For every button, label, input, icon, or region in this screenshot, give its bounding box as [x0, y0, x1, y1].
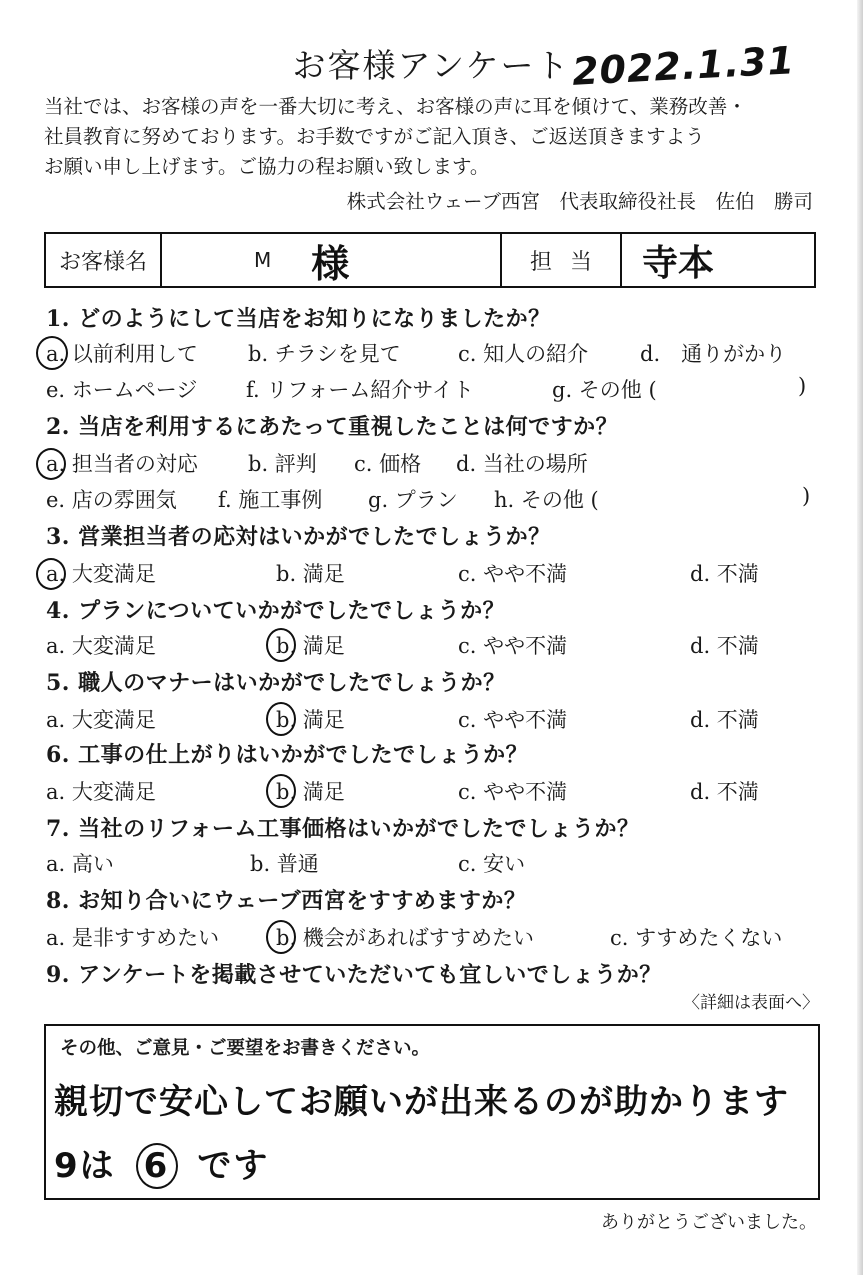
q1-option-b[interactable]: b. チラシを見て: [248, 342, 401, 366]
question-7: 7. 当社のリフォーム工事価格はいかがでしたでしょうか？: [46, 816, 640, 842]
intro-line: 当社では、お客様の声を一番大切に考え、お客様の声に耳を傾けて、業務改善・: [44, 95, 747, 118]
q2-option-b[interactable]: b. 評判: [248, 452, 317, 476]
q1-option-e[interactable]: e. ホームページ: [46, 378, 198, 402]
q5-option-a[interactable]: a. 大変満足: [46, 708, 156, 732]
q3-option-d[interactable]: d. 不満: [690, 562, 759, 586]
comment-q9-suffix: です: [197, 1146, 270, 1186]
intro-text: [44, 92, 834, 182]
comments-prompt: その他、ご意見・ご要望をお書きください。: [60, 1038, 431, 1059]
q1-option-c[interactable]: c. 知人の紹介: [458, 342, 589, 366]
q8-option-a[interactable]: a. 是非すすめたい: [46, 926, 220, 950]
q6-option-b[interactable]: b. 満足: [276, 780, 345, 804]
q6-option-d[interactable]: d. 不満: [690, 780, 759, 804]
customer-initial: M: [254, 248, 272, 272]
question-3: 3. 営業担当者の応対はいかがでしたでしょうか？: [46, 524, 551, 550]
question-1: 1. どのようにして当店をお知りになりましたか？: [46, 306, 551, 332]
q1-option-g[interactable]: g. その他 (: [552, 378, 657, 402]
handwritten-comment-line-1: 親切で安心してお願いが出来るのが助かります: [54, 1082, 789, 1122]
company-signature: 株式会社ウェーブ西宮 代表取締役社長 佐伯 勝司: [346, 190, 813, 213]
question-9: 9. アンケートを掲載させていただいても宜しいでしょうか？: [46, 962, 662, 988]
q4-option-c[interactable]: c. やや不満: [458, 634, 568, 658]
q7-option-b[interactable]: b. 普通: [250, 852, 319, 876]
q1-selected-circle: [36, 336, 68, 370]
question-2: 2. 当店を利用するにあたって重視したことは何ですか？: [46, 414, 619, 440]
page-title: お客様アンケート: [292, 46, 571, 85]
q8-option-b[interactable]: b. 機会があればすすめたい: [276, 926, 535, 950]
q4-option-b[interactable]: b. 満足: [276, 634, 345, 658]
detail-note: 〈詳細は表面へ〉: [683, 993, 819, 1013]
q6-option-c[interactable]: c. やや不満: [458, 780, 568, 804]
q2-other-close-paren: ): [802, 484, 811, 508]
comments-box[interactable]: [44, 1024, 820, 1200]
q5-option-c[interactable]: c. やや不満: [458, 708, 568, 732]
q1-option-f[interactable]: f. リフォーム紹介サイト: [246, 378, 474, 402]
q3-option-a[interactable]: a. 大変満足: [46, 562, 156, 586]
q3-selected-circle: [36, 558, 66, 590]
comment-q9-prefix: 9は: [54, 1146, 116, 1186]
q8-option-c[interactable]: c. すすめたくない: [610, 926, 783, 950]
q4-option-a[interactable]: a. 大変満足: [46, 634, 156, 658]
handwritten-date: 2022.1.31: [571, 38, 796, 94]
q1-option-a[interactable]: a. 以前利用して: [46, 342, 198, 366]
q2-option-e[interactable]: e. 店の雰囲気: [46, 488, 177, 512]
question-5: 5. 職人のマナーはいかがでしたでしょうか？: [46, 670, 506, 696]
q2-option-a[interactable]: a. 担当者の対応: [46, 452, 198, 476]
customer-table: [44, 232, 816, 288]
q2-option-c[interactable]: c. 価格: [354, 452, 422, 476]
q2-selected-circle: [36, 448, 66, 480]
q7-option-c[interactable]: c. 安い: [458, 852, 526, 876]
q1-other-close-paren: ): [798, 374, 807, 398]
staff-name-field[interactable]: [622, 234, 814, 286]
question-4: 4. プランについていかがでしたでしょうか？: [46, 598, 506, 624]
intro-line: お願い申し上げます。ご協力の程お願い致します。: [44, 155, 490, 178]
q3-option-c[interactable]: c. やや不満: [458, 562, 568, 586]
q6-option-a[interactable]: a. 大変満足: [46, 780, 156, 804]
q8-selected-circle: [266, 920, 296, 954]
q5-selected-circle: [266, 702, 296, 736]
q5-option-b[interactable]: b. 満足: [276, 708, 345, 732]
q5-option-d[interactable]: d. 不満: [690, 708, 759, 732]
q2-option-d[interactable]: d. 当社の場所: [456, 452, 588, 476]
q7-option-a[interactable]: a. 高い: [46, 852, 114, 876]
scan-edge: [857, 0, 863, 1275]
q4-option-d[interactable]: d. 不満: [690, 634, 759, 658]
question-8: 8. お知り合いにウェーブ西宮をすすめますか？: [46, 888, 527, 914]
customer-name-field[interactable]: [162, 234, 502, 286]
q9-answer-number: 6: [143, 1146, 170, 1186]
q2-option-g[interactable]: g. プラン: [368, 488, 458, 512]
intro-line: 社員教育に努めております。お手数ですがご記入頂き、ご返送頂きますよう: [44, 125, 705, 148]
staff-label: 担当: [502, 234, 622, 286]
handwritten-comment-line-2: [54, 1138, 269, 1189]
q9-answer-circled-number: [136, 1143, 178, 1189]
staff-name: 寺本: [642, 242, 715, 284]
q4-selected-circle: [266, 628, 296, 662]
q2-option-h[interactable]: h. その他 (: [494, 488, 599, 512]
customer-honorific: 様: [311, 241, 350, 286]
customer-name-label: お客様名: [46, 234, 162, 286]
thanks-text: ありがとうございました。: [601, 1212, 817, 1233]
q1-option-d[interactable]: d. 通りがかり: [640, 342, 787, 366]
q6-selected-circle: [266, 774, 296, 808]
question-6: 6. 工事の仕上がりはいかがでしたでしょうか？: [46, 742, 529, 768]
q3-option-b[interactable]: b. 満足: [276, 562, 345, 586]
q2-option-f[interactable]: f. 施工事例: [218, 488, 323, 512]
